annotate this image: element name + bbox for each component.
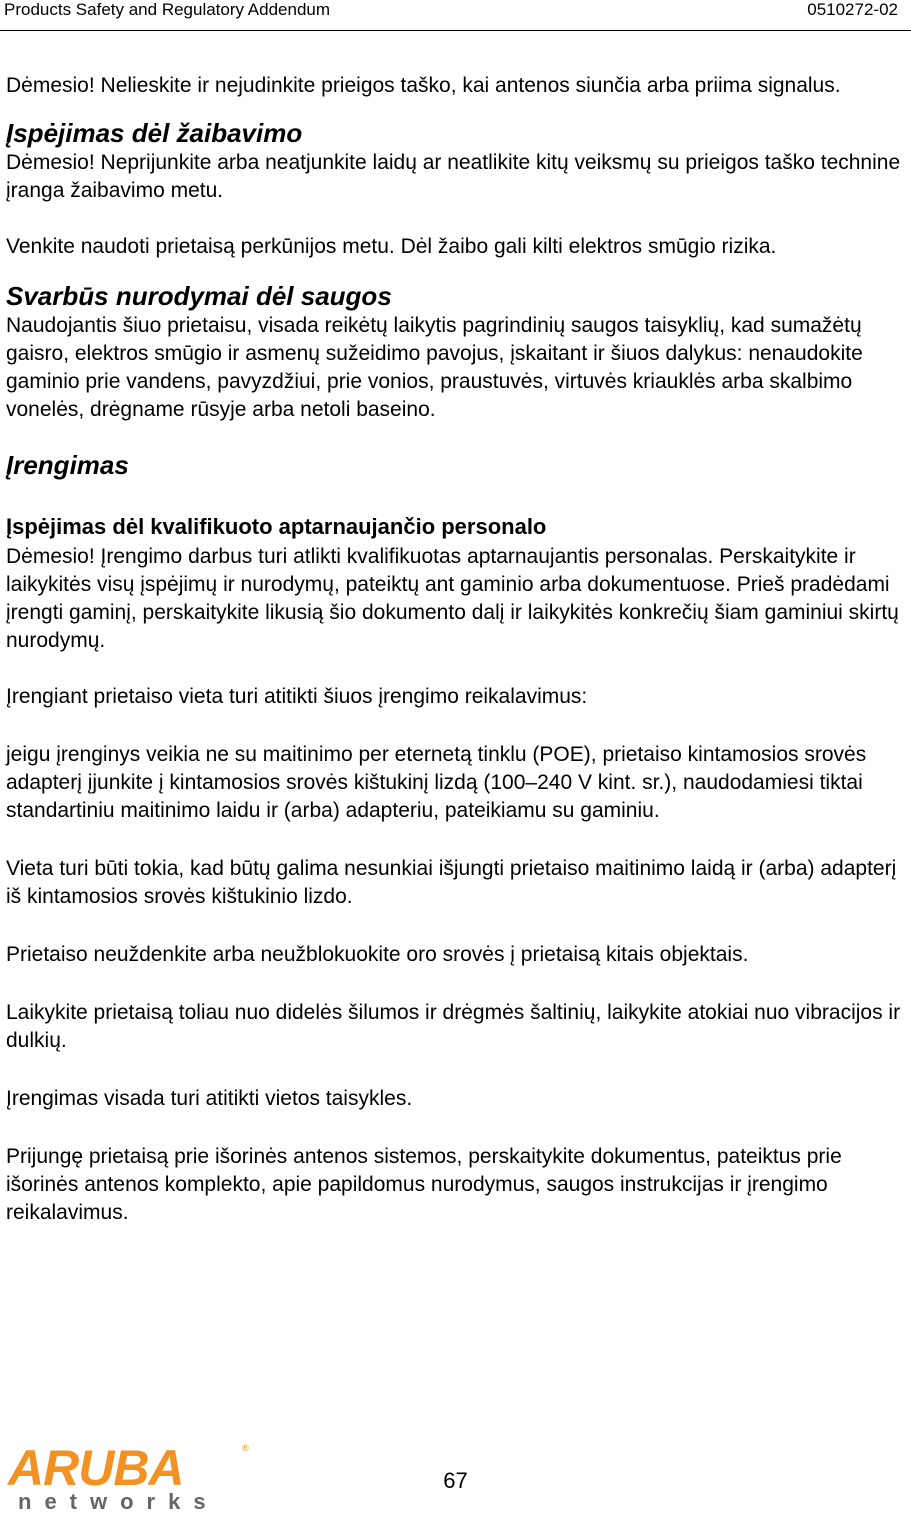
page-number: 67 bbox=[443, 1468, 468, 1493]
registered-mark-icon: ® bbox=[242, 1443, 249, 1453]
qualified-personnel-heading: Įspėjimas dėl kvalifikuoto aptarnaujančio personalo bbox=[6, 514, 547, 539]
logo-subtitle: networks bbox=[18, 1489, 219, 1513]
logo-wordmark: ARUBA bbox=[8, 1441, 184, 1496]
antenna-warning-paragraph: Dėmesio! Nelieskite ir nejudinkite prieigos taško, kai antenos siunčia arba priima signalus. bbox=[6, 74, 841, 97]
document-title: Products Safety and Regulatory Addendum bbox=[4, 0, 331, 19]
site-requirements-paragraph: Įrengiant prietaiso vieta turi atitikti šiuos įrengimo reikalavimus: bbox=[6, 685, 588, 708]
heat-paragraph: Laikykite prietaisą toliau nuo didelės šilumos ir drėgmės šaltinių, laikykite atokiai nuo vibracijos ir dulkių. bbox=[6, 1001, 901, 1052]
local-rules-paragraph: Įrengimas visada turi atitikti vietos taisykles. bbox=[6, 1087, 413, 1110]
safety-paragraph: Naudojantis šiuo prietaisu, visada reikėtų laikytis pagrindinių saugos taisyklių, kad sumažėtų gaisro, elektros smūgio ir asmenų sužeidimo pavojus, įskaitant ir šiuos dalykus: nenaudokite gaminio prie vandens, pavyzdžiui, prie vonios, praustuvės, virtuvės kriauklės arba skalbimo vonelės, drėgname rūsyje arba netoli baseino. bbox=[6, 314, 863, 421]
page-header bbox=[0, 0, 911, 31]
lightning-heading: Įspėjimas dėl žaibavimo bbox=[6, 118, 303, 148]
page-content bbox=[6, 72, 906, 1227]
disconnect-paragraph: Vieta turi būti tokia, kad būtų galima nesunkiai išjungti prietaiso maitinimo laidą ir (arba) adapterį iš kintamosios srovės kištukinio lizdo. bbox=[6, 857, 897, 908]
airflow-paragraph: Prietaiso neuždenkite arba neužblokuokite oro srovės į prietaisą kitais objektais. bbox=[6, 943, 749, 966]
external-antenna-paragraph: Prijungę prietaisą prie išorinės antenos sistemos, perskaitykite dokumentus, pateiktus prie išorinės antenos komplekto, apie papildomus nurodymus, saugos instrukcijas ir įrengimo reikalavimus. bbox=[6, 1145, 842, 1224]
qualified-personnel-paragraph: Dėmesio! Įrengimo darbus turi atlikti kvalifikuotas aptarnaujantis personalas. Perskaitykite ir laikykitės visų įspėjimų ir nurodymų, pateiktų ant gaminio arba dokumentuose. Prieš pradėdami įrengti gaminį, perskaitykite likusią šio dokumento dalį ir laikykitės konkrečių šiam gaminiui skirtų nurodymų. bbox=[6, 545, 899, 652]
lightning-paragraph-1: Dėmesio! Neprijunkite arba neatjunkite laidų ar neatlikite kitų veiksmų su prieigos taško technine įranga žaibavimo metu. bbox=[6, 151, 901, 202]
poe-paragraph: jeigu įrenginys veikia ne su maitinimo per eternetą tinklu (POE), prietaiso kintamosios srovės adapterį įjunkite į kintamosios srovės kištukinį lizdą (100–240 V kint. sr.), naudodamiesi tiktai standartiniu maitinimo laidu ir (arba) adapteriu, pateikiamu su gaminiu. bbox=[6, 743, 867, 822]
document-number: 0510272-02 bbox=[807, 0, 898, 19]
installation-heading: Įrengimas bbox=[6, 450, 129, 480]
safety-heading: Svarbūs nurodymai dėl saugos bbox=[6, 281, 392, 311]
lightning-paragraph-2: Venkite naudoti prietaisą perkūnijos metu. Dėl žaibo gali kilti elektros smūgio rizika. bbox=[6, 235, 777, 258]
